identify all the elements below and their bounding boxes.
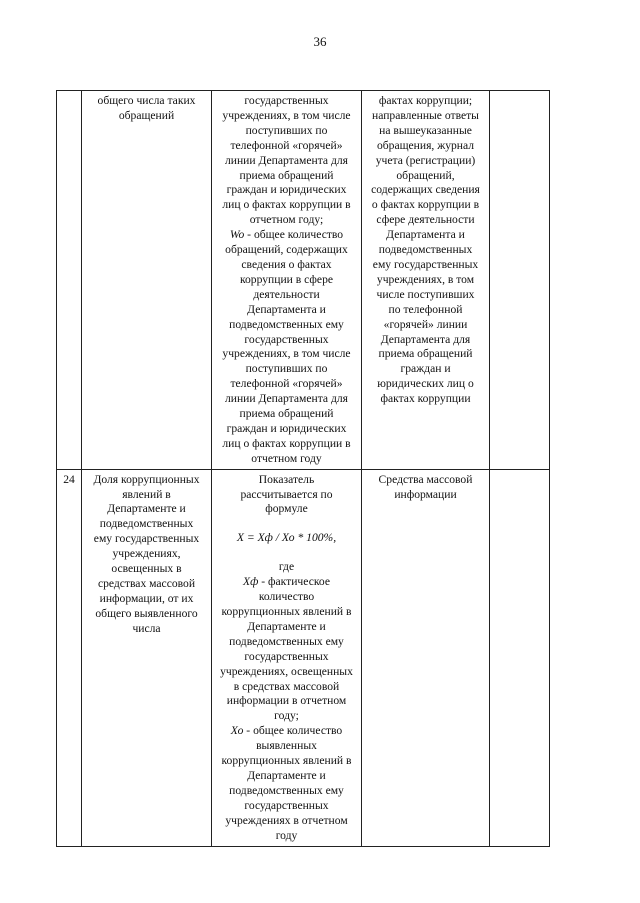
page-number: 36 <box>313 34 327 49</box>
method-line: отчетном году <box>251 451 322 465</box>
data-source-line: учета (регистрации) <box>375 153 476 167</box>
cell-indicator-name <box>82 91 212 470</box>
method-line: информации в отчетном <box>226 694 347 708</box>
method-line: коррупционных явлений в <box>221 754 352 768</box>
cell-data-source <box>362 91 490 470</box>
method-line: поступивших по <box>245 123 328 137</box>
cell-extra <box>490 91 550 470</box>
data-source-line: Департамента и <box>386 228 465 242</box>
method-line: сведения о фактах <box>241 257 332 271</box>
formula: X = Хф / Хо * 100%, <box>236 531 337 545</box>
indicator-name-line: ему государственных <box>93 532 200 546</box>
formula-symbol: Хо <box>230 724 244 738</box>
cell-number <box>57 91 82 470</box>
method-line: линии Департамента для <box>224 392 348 406</box>
method-line: телефонной «горячей» <box>230 138 343 152</box>
cell-data-source <box>362 469 490 846</box>
method-line: рассчитывается по <box>240 487 333 501</box>
method-line: Департаменте и <box>247 619 326 633</box>
data-source-line: учреждениях, в том <box>376 272 475 286</box>
indicator-name-line: учреждениях, <box>112 547 181 561</box>
method-line: Департамента и <box>247 302 326 316</box>
data-source-line: информации <box>394 487 457 501</box>
method-line: телефонной «горячей» <box>230 377 343 391</box>
formula-symbol: Wo <box>229 228 245 242</box>
method-line: подведомственных ему <box>229 634 344 648</box>
method-line: учреждениях, в том числе <box>222 347 351 361</box>
method-line: приема обращений <box>239 407 334 421</box>
data-source-line: фактах коррупции; <box>378 94 473 107</box>
method-line: в средствах массовой <box>233 679 340 693</box>
method-line: приема обращений <box>239 168 334 182</box>
formula-symbol: Хф <box>243 575 259 589</box>
method-line: граждан и юридических <box>226 183 347 197</box>
method-line: государственных <box>244 332 329 346</box>
cell-extra <box>490 469 550 846</box>
cell-indicator-name <box>82 469 212 846</box>
data-source-line: на вышеуказанные <box>379 123 472 137</box>
data-source-line: юридических лиц о <box>377 377 474 391</box>
method-line: Департаменте и <box>247 768 326 782</box>
method-line: подведомственных ему <box>229 317 344 331</box>
method-line: количество <box>258 590 315 604</box>
indicator-name-line: общего выявленного <box>95 606 198 620</box>
method-line: линии Департамента для <box>224 153 348 167</box>
method-line: Показатель <box>258 472 315 486</box>
method-line: подведомственных ему <box>229 783 344 797</box>
indicator-name-line: общего числа таких <box>97 94 196 107</box>
data-source-line: «горячей» линии <box>383 317 468 331</box>
method-line: коррупционных явлений в <box>221 605 352 618</box>
method-line: поступивших по <box>245 362 328 376</box>
indicator-name-line: Доля коррупционных <box>93 472 200 486</box>
cell-number: 24 <box>57 469 82 846</box>
method-line: учреждениях в отчетном <box>225 813 348 827</box>
method-line: государственных <box>244 798 329 812</box>
method-line: Wo - общее количество <box>229 228 344 242</box>
method-line: формуле <box>265 502 308 516</box>
method-line: Хо - общее количество <box>230 724 343 738</box>
data-source-line: обращения, журнал <box>376 138 475 152</box>
indicator-name-line: информации, от их <box>99 591 194 605</box>
indicator-name-line: обращений <box>118 108 175 122</box>
data-source-line: направленные ответы <box>372 108 479 122</box>
indicator-name-line: освещенных в <box>111 562 182 576</box>
data-source-line: приема обращений <box>378 347 473 361</box>
table-row-continued <box>57 91 550 470</box>
data-source-line: Департамента для <box>380 332 471 346</box>
table-row-24 <box>57 469 550 846</box>
data-source-line: подведомственных <box>378 243 473 257</box>
indicator-name-line: средствах массовой <box>97 577 196 590</box>
method-line: государственных <box>244 649 329 663</box>
data-source-line: числе поступивших <box>376 287 475 301</box>
method-line: году; <box>274 709 299 723</box>
where-label: где <box>278 560 295 574</box>
indicator-name-line: числа <box>132 621 161 635</box>
data-source-line: обращений, <box>396 168 455 182</box>
data-source-line: сфере деятельности <box>376 213 475 227</box>
method-line: отчетном году; <box>249 213 324 227</box>
method-line: лиц о фактах коррупции в <box>222 436 351 450</box>
data-source-line: фактах коррупции <box>380 392 471 406</box>
indicator-name-line: подведомственных <box>99 517 194 531</box>
method-line: учреждениях, освещенных <box>220 664 353 678</box>
method-line: граждан и юридических <box>226 421 347 435</box>
method-line: коррупции в сфере <box>239 272 334 286</box>
data-source-line: по телефонной <box>388 302 463 316</box>
method-line: Хф - фактическое <box>243 575 330 589</box>
data-source-line: о фактах коррупции в <box>371 198 480 212</box>
method-line: деятельности <box>253 287 320 301</box>
cell-calculation-method <box>212 91 362 470</box>
indicator-name-line: Департаменте и <box>107 502 186 516</box>
method-line: учреждениях, в том числе <box>222 108 351 122</box>
data-source-line: Средства массовой <box>378 472 473 486</box>
method-line: году <box>275 828 298 842</box>
method-line: выявленных <box>256 739 317 753</box>
indicator-table <box>56 90 550 847</box>
indicator-name-line: явлений в <box>122 487 171 501</box>
method-line: обращений, содержащих <box>225 243 348 257</box>
data-source-line: содержащих сведения <box>371 183 480 197</box>
cell-calculation-method <box>212 469 362 846</box>
data-source-line: ему государственных <box>372 257 479 271</box>
method-line: государственных <box>244 94 329 107</box>
data-source-line: граждан и <box>400 362 451 376</box>
method-line: лиц о фактах коррупции в <box>222 198 351 212</box>
